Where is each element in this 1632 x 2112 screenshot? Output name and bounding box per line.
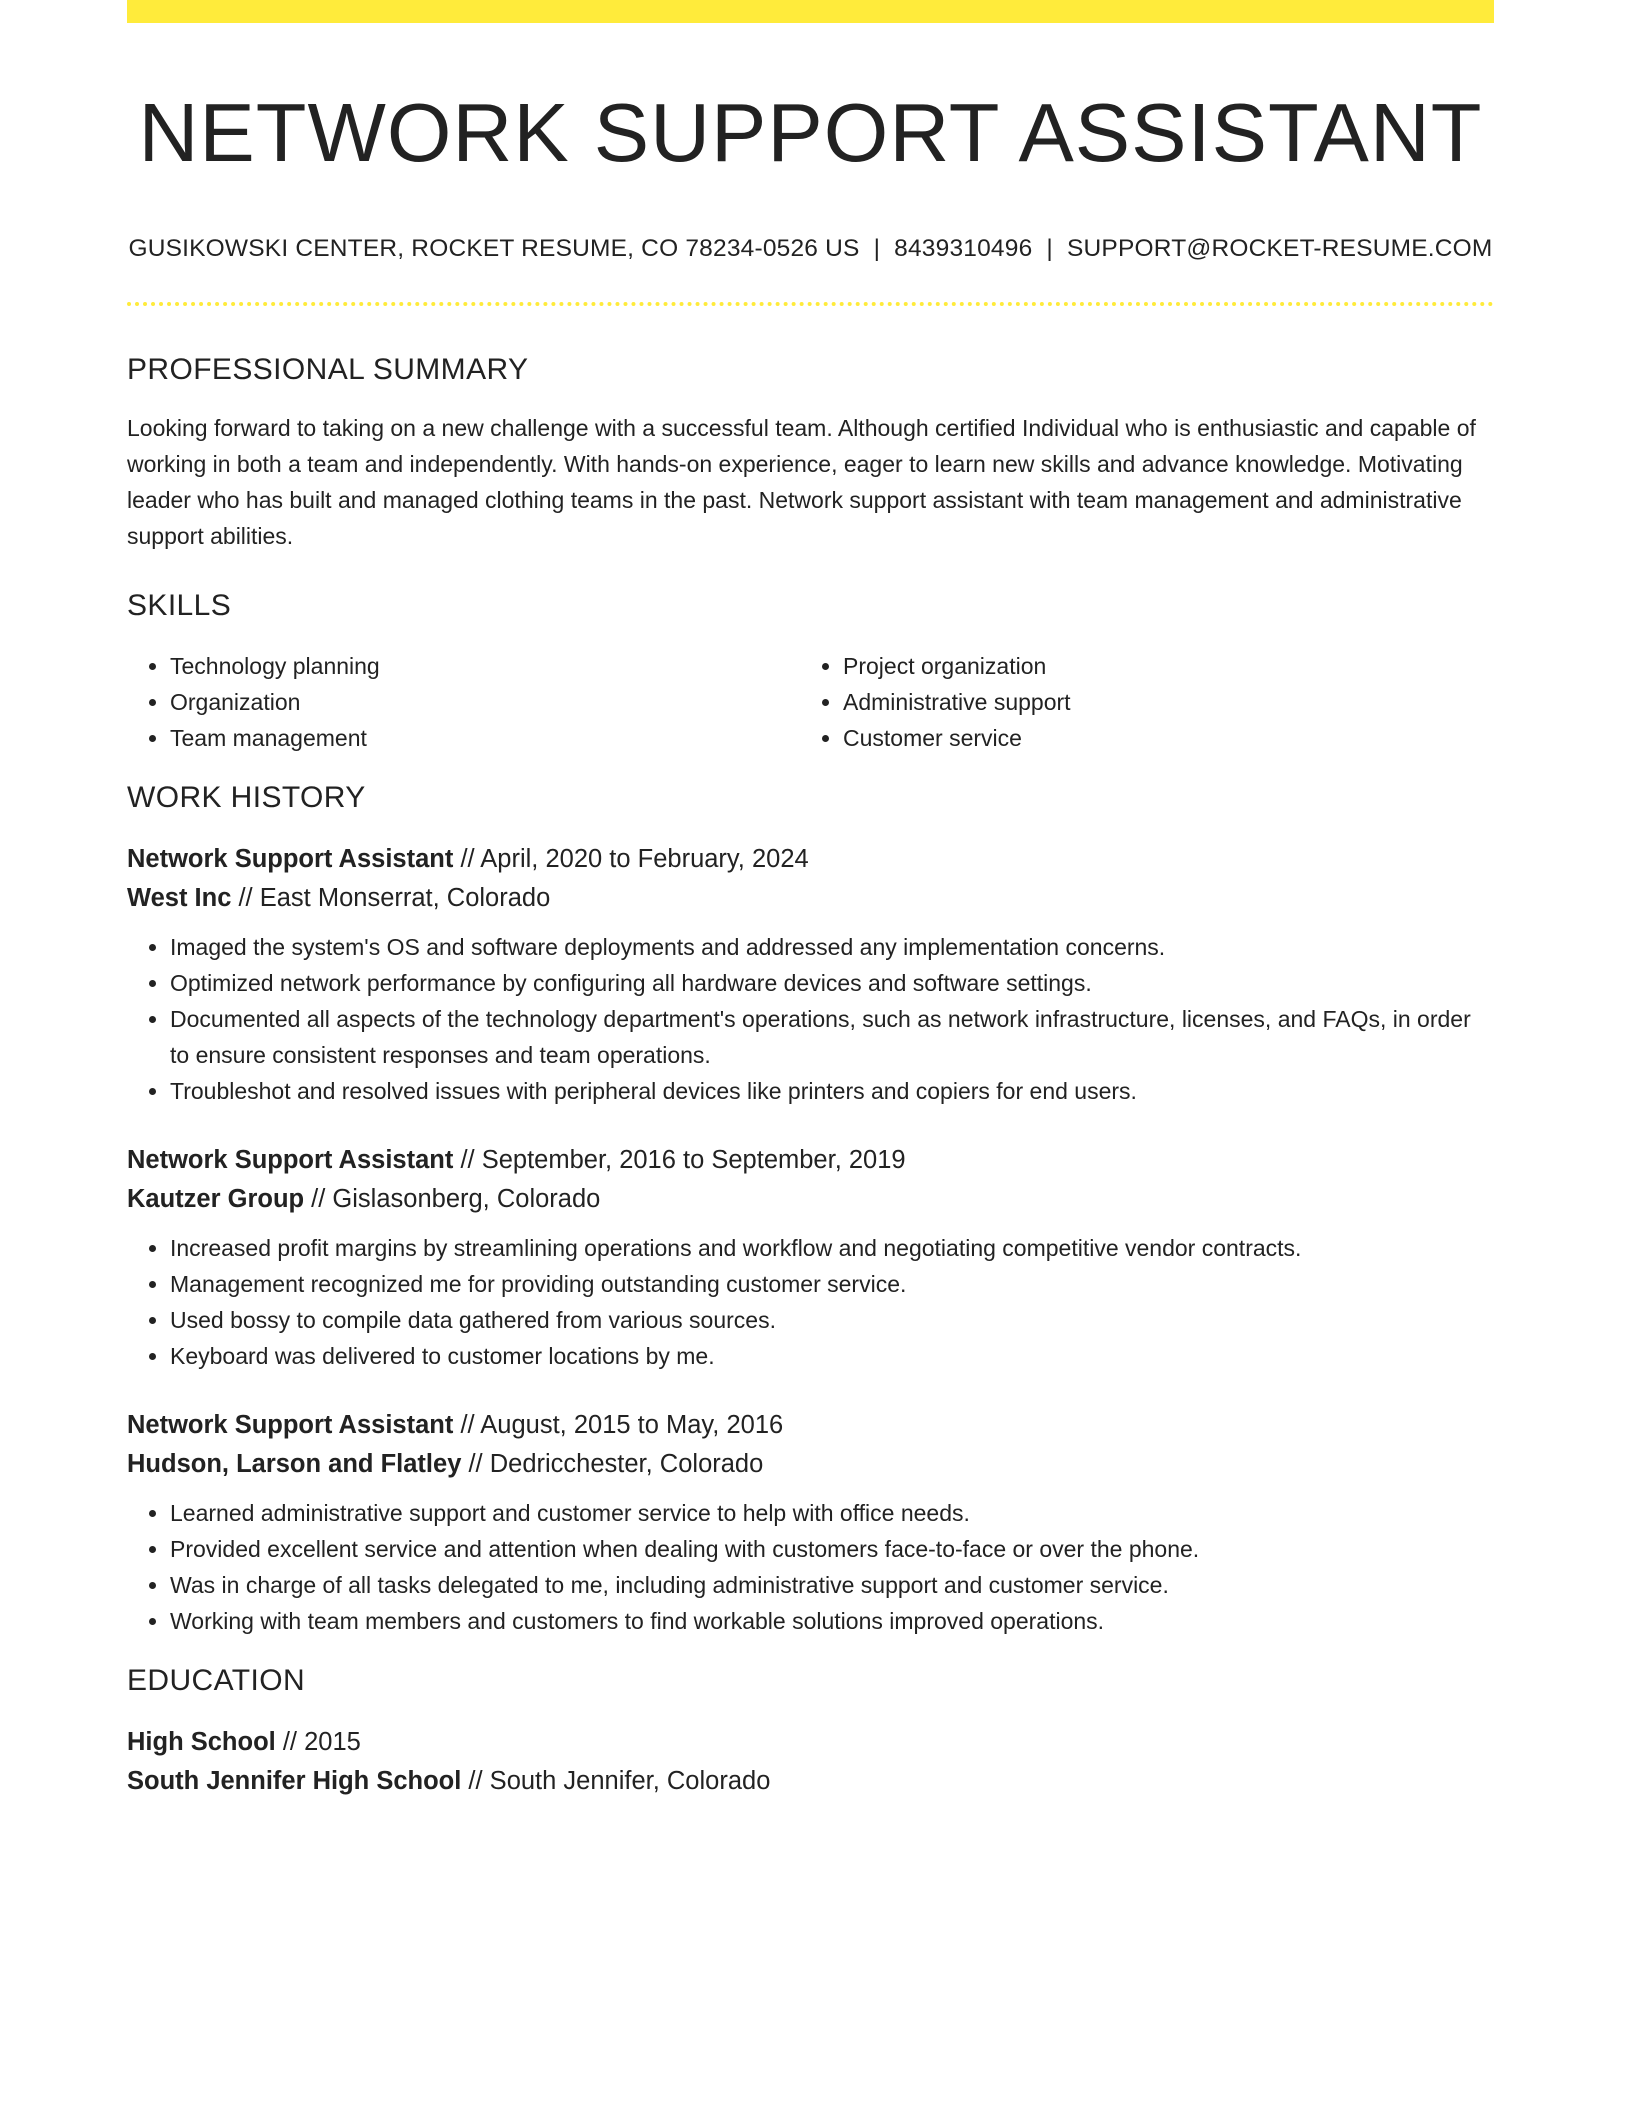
job-bullets <box>127 1495 1494 1639</box>
skills-list-left <box>127 648 800 756</box>
education-school-line <box>127 1762 1494 1801</box>
work-history-section <box>127 778 1494 1639</box>
job-dates: // April, 2020 to February, 2024 <box>453 845 809 873</box>
summary-text: Looking forward to taking on a new challenge with a successful team. Although certified Individual who is enthusiastic and capable of working in both a team and independently. With hands-on experience, eager to learn new skills and advance knowledge. Motivating leader who has built and managed clothing teams in the past. Network support assistant with team management and administrative support abilities. <box>127 415 1476 549</box>
section-heading-summary: PROFESSIONAL SUMMARY <box>127 353 529 386</box>
education-location: // South Jennifer, Colorado <box>461 1767 771 1795</box>
job-bullet: • Keyboard was delivered to customer locations by me. <box>170 1338 1494 1374</box>
job-entry <box>127 1141 1494 1374</box>
job-location: // Gislasonberg, Colorado <box>304 1185 601 1213</box>
skills-columns <box>127 648 1494 756</box>
contact-address: GUSIKOWSKI CENTER, ROCKET RESUME, CO 78234-0526 US <box>128 235 860 262</box>
job-title: Network Support Assistant <box>127 845 454 873</box>
job-company-line <box>127 1445 1494 1484</box>
job-title-line <box>127 1141 1494 1180</box>
job-bullet: • Optimized network performance by configuring all hardware devices and software settings. <box>170 965 1494 1001</box>
job-bullet: • Used bossy to compile data gathered from various sources. <box>170 1302 1494 1338</box>
job-entry <box>127 1406 1494 1639</box>
section-heading-education: EDUCATION <box>127 1664 306 1697</box>
job-title-line <box>127 840 1494 879</box>
skill-item: • Customer service <box>843 720 1483 756</box>
job-title: Network Support Assistant <box>127 1146 454 1174</box>
job-bullet: • Was in charge of all tasks delegated to me, including administrative support and customer service. <box>170 1567 1494 1603</box>
education-entry <box>127 1723 1494 1801</box>
education-degree-line <box>127 1723 1494 1762</box>
skills-section <box>127 586 1494 756</box>
job-company: Hudson, Larson and Flatley <box>127 1450 462 1478</box>
job-bullet: • Imaged the system's OS and software deployments and addressed any implementation concerns. <box>170 929 1494 965</box>
job-bullet: • Learned administrative support and customer service to help with office needs. <box>170 1495 1494 1531</box>
job-bullets <box>127 929 1494 1109</box>
job-company: Kautzer Group <box>127 1185 305 1213</box>
education-section <box>127 1661 1494 1801</box>
top-accent-bar <box>127 0 1494 23</box>
job-title-line <box>127 1406 1494 1445</box>
job-dates: // August, 2015 to May, 2016 <box>453 1411 784 1439</box>
contact-email[interactable]: SUPPORT@ROCKET-RESUME.COM <box>1067 235 1493 262</box>
skill-item: • Team management <box>170 720 800 756</box>
job-location: // Dedricchester, Colorado <box>461 1450 764 1478</box>
candidate-name: NETWORK SUPPORT ASSISTANT <box>138 86 1483 179</box>
education-degree: High School <box>127 1728 276 1756</box>
job-company: West Inc <box>127 884 232 912</box>
skills-list-right <box>800 648 1483 756</box>
job-company-line <box>127 879 1494 918</box>
dotted-divider <box>127 302 1494 306</box>
section-heading-work: WORK HISTORY <box>127 781 366 814</box>
skill-item: • Organization <box>170 684 800 720</box>
job-title: Network Support Assistant <box>127 1411 454 1439</box>
education-school: South Jennifer High School <box>127 1767 462 1795</box>
professional-summary-section <box>127 350 1494 554</box>
job-dates: // September, 2016 to September, 2019 <box>453 1146 906 1174</box>
contact-phone: 8439310496 <box>894 235 1033 262</box>
job-bullet: • Documented all aspects of the technology department's operations, such as network infrastructure, licenses, and FAQs, in order to ensure consistent responses and team operations. <box>170 1001 1494 1073</box>
skill-item: • Project organization <box>843 648 1483 684</box>
job-bullet: • Management recognized me for providing outstanding customer service. <box>170 1266 1494 1302</box>
contact-line <box>127 233 1494 265</box>
job-bullet: • Troubleshot and resolved issues with peripheral devices like printers and copiers for end users. <box>170 1073 1494 1109</box>
job-location: // East Monserrat, Colorado <box>231 884 551 912</box>
job-company-line <box>127 1180 1494 1219</box>
skill-item: • Administrative support <box>843 684 1483 720</box>
resume-page <box>127 0 1494 1801</box>
education-year: // 2015 <box>275 1728 361 1756</box>
job-entry <box>127 840 1494 1109</box>
contact-separator: | <box>873 235 881 262</box>
skill-item: • Technology planning <box>170 648 800 684</box>
job-bullets <box>127 1230 1494 1374</box>
section-heading-skills: SKILLS <box>127 589 232 622</box>
job-bullet: • Increased profit margins by streamlining operations and workflow and negotiating competitive vendor contracts. <box>170 1230 1494 1266</box>
job-bullet: • Working with team members and customers to find workable solutions improved operations. <box>170 1603 1494 1639</box>
contact-separator: | <box>1046 235 1053 262</box>
job-bullet: • Provided excellent service and attention when dealing with customers face-to-face or over the phone. <box>170 1531 1494 1567</box>
